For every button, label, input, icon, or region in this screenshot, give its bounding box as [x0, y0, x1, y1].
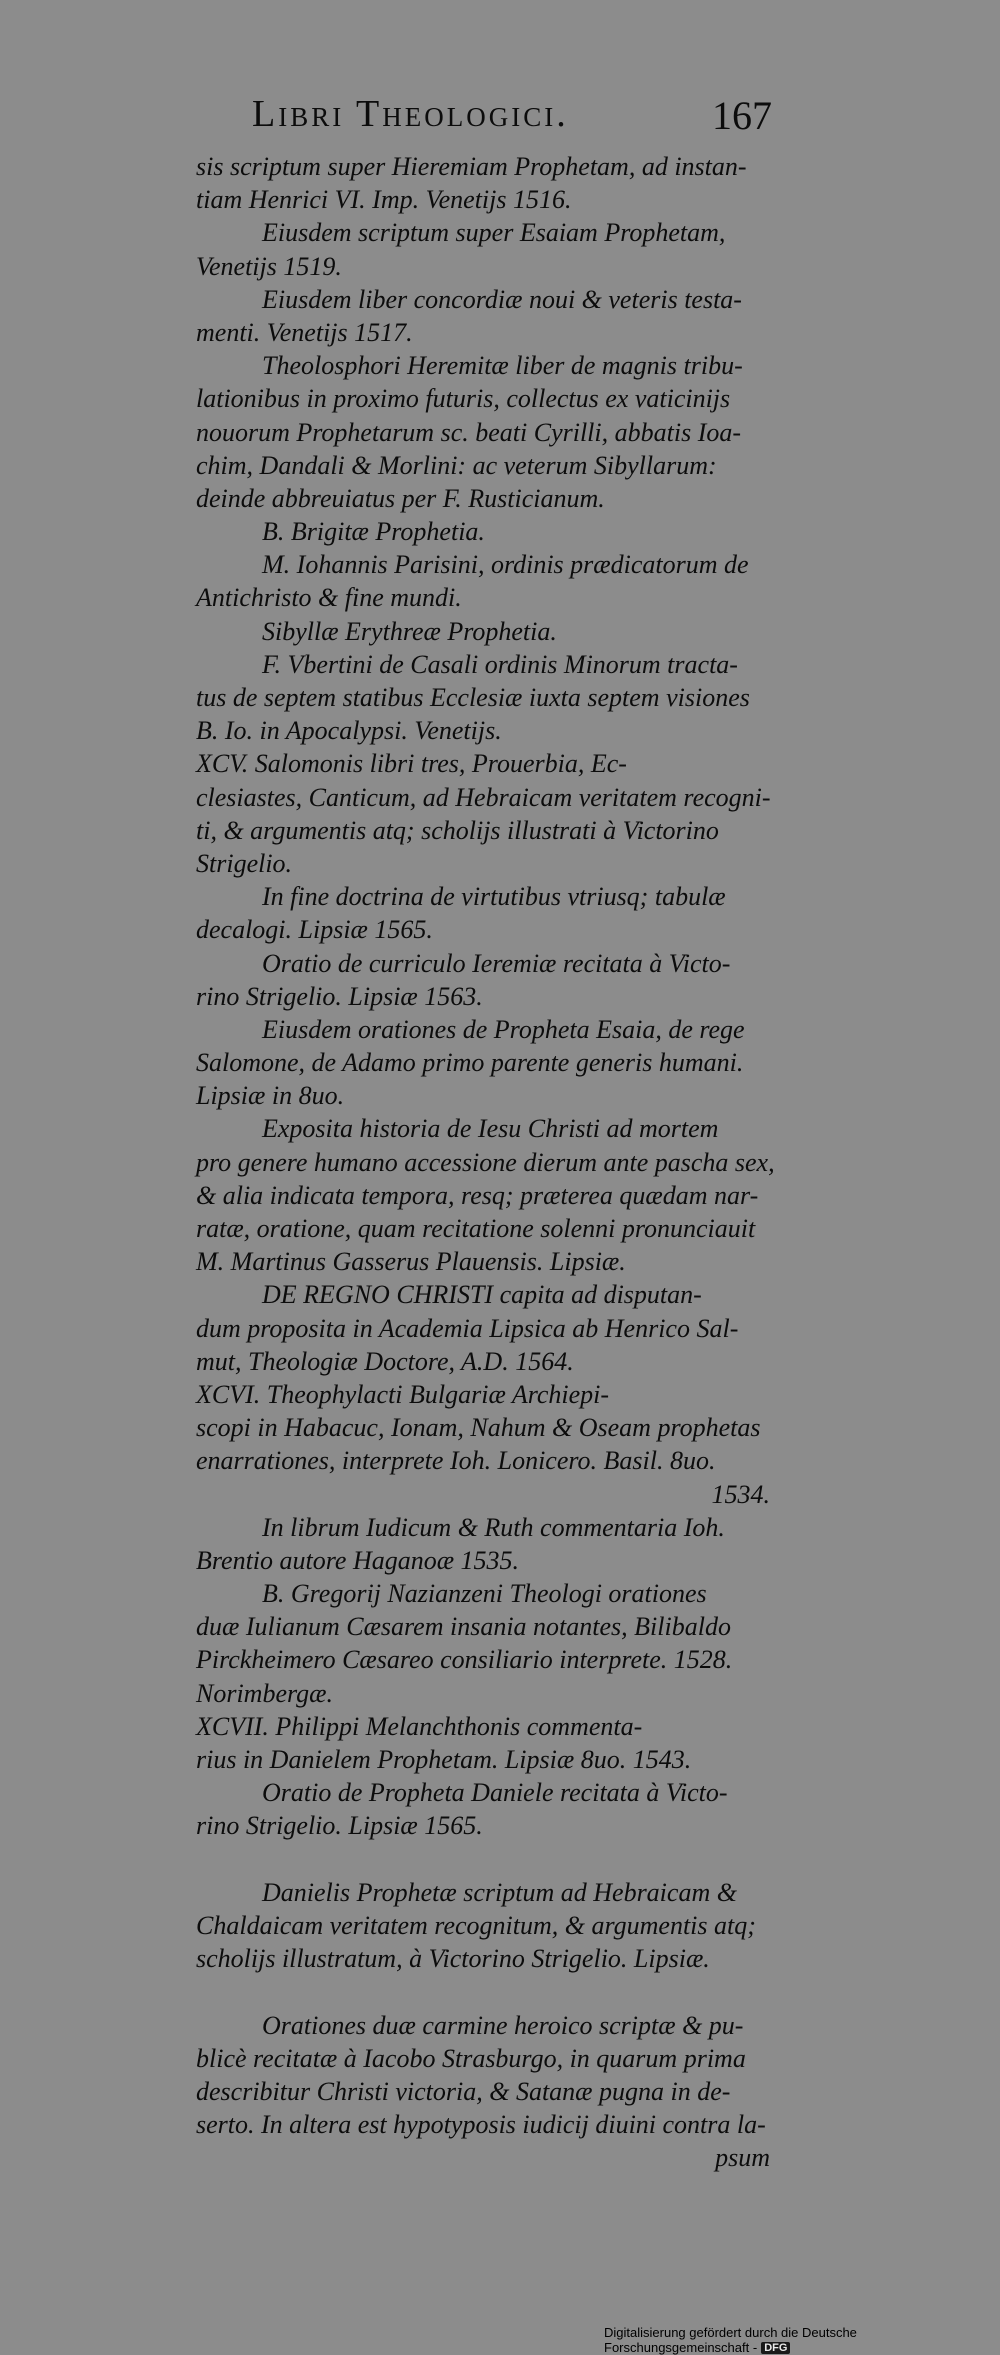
text-line: menti. Venetijs 1517. — [196, 317, 413, 347]
text-line: rino Strigelio. Lipsiæ 1563. — [196, 981, 483, 1011]
dfg-logo: DFG — [761, 2342, 790, 2354]
text-line: blicè recitatæ à Iacobo Strasburgo, in quarum prima — [196, 2043, 746, 2073]
text-line: clesiastes, Canticum, ad Hebraicam veritatem recogni- — [196, 782, 771, 812]
text-line: Chaldaicam veritatem recognitum, & argumentis atq; — [196, 1910, 756, 1940]
text-line: dum proposita in Academia Lipsica ab Henrico Sal- — [196, 1313, 739, 1343]
text-line: psum — [715, 2143, 770, 2173]
text-line: serto. In altera est hypotyposis iudicij diuini contra la- — [196, 2110, 766, 2140]
text-line: Brentio autore Haganoæ 1535. — [196, 1545, 520, 1575]
text-line: B. Gregorij Nazianzeni Theologi orationes — [262, 1579, 707, 1609]
text-line: Sibyllæ Erythreæ Prophetia. — [262, 616, 557, 646]
text-line: Pirckheimero Cæsareo consiliario interprete. 1528. — [196, 1645, 733, 1675]
text-line: chim, Dandali & Morlini: ac veterum Sibyllarum: — [196, 450, 717, 480]
text-line: Eiusdem liber concordiæ noui & veteris testa- — [262, 284, 742, 314]
text-line: Oratio de curriculo Ieremiæ recitata à Victo- — [262, 948, 731, 978]
text-line: nouorum Prophetarum sc. beati Cyrilli, abbatis Ioa- — [196, 417, 742, 447]
text-line: Oratio de Propheta Daniele recitata à Victo- — [262, 1778, 728, 1808]
text-line: Orationes duæ carmine heroico scriptæ & pu- — [262, 2010, 744, 2040]
text-line: Eiusdem scriptum super Esaiam Prophetam, — [262, 218, 726, 248]
text-line: In librum Iudicum & Ruth commentaria Ioh. — [262, 1512, 725, 1542]
text-line: scopi in Habacuc, Ionam, Nahum & Oseam prophetas — [196, 1413, 761, 1443]
text-line: rino Strigelio. Lipsiæ 1565. — [196, 1811, 483, 1841]
text-line — [196, 1843, 786, 1876]
text-line: duæ Iulianum Cæsarem insania notantes, Bilibaldo — [196, 1612, 731, 1642]
text-line — [196, 1975, 786, 2008]
text-line: XCVI. Theophylacti Bulgariæ Archiepi- — [196, 1379, 610, 1409]
text-line: Theolosphori Heremitæ liber de magnis tribu- — [262, 351, 743, 381]
text-line: Venetijs 1519. — [196, 251, 342, 281]
text-line: In fine doctrina de virtutibus vtriusq; tabulæ — [262, 882, 726, 912]
text-line: ti, & argumentis atq; scholijs illustrati à Victorino — [196, 815, 719, 845]
text-line: M. Iohannis Parisini, ordinis prædicatorum de — [262, 550, 749, 580]
text-line: DE REGNO CHRISTI capita ad disputan- — [262, 1280, 702, 1310]
text-line: Danielis Prophetæ scriptum ad Hebraicam & — [262, 1877, 737, 1907]
text-line: F. Vbertini de Casali ordinis Minorum tracta- — [262, 649, 738, 679]
text-line: tiam Henrici VI. Imp. Venetijs 1516. — [196, 185, 572, 215]
text-block — [196, 150, 786, 2174]
text-line: B. Io. in Apocalypsi. Venetijs. — [196, 716, 502, 746]
text-line: XCVII. Philippi Melanchthonis commenta- — [196, 1711, 643, 1741]
text-line: pro genere humano accessione dierum ante pascha sex, — [196, 1147, 775, 1177]
text-line: M. Martinus Gasserus Plauensis. Lipsiæ. — [196, 1247, 626, 1277]
digitization-credit — [604, 2325, 1000, 2355]
text-line: tus de septem statibus Ecclesiæ iuxta septem visiones — [196, 683, 750, 712]
text-line: Lipsiæ in 8uo. — [196, 1081, 345, 1111]
text-line: Norimbergæ. — [196, 1678, 333, 1708]
text-line: ratæ, oratione, quam recitatione solenni pronunciauit — [196, 1214, 756, 1243]
credit-text: Digitalisierung gefördert durch die Deutsche Forschungsgemeinschaft - — [604, 2325, 857, 2355]
text-line: deinde abbreuiatus per F. Rusticianum. — [196, 483, 605, 513]
text-line: Exposita historia de Iesu Christi ad mortem — [262, 1114, 719, 1144]
text-line: rius in Danielem Prophetam. Lipsiæ 8uo. 1543. — [196, 1745, 692, 1774]
text-line: sis scriptum super Hieremiam Prophetam, ad instan- — [196, 152, 747, 181]
text-line: mut, Theologiæ Doctore, A.D. 1564. — [196, 1346, 574, 1376]
text-line: Antichristo & fine mundi. — [196, 583, 462, 613]
text-line: B. Brigitæ Prophetia. — [262, 517, 485, 547]
text-line: & alia indicata tempora, resq; præterea quædam nar- — [196, 1180, 759, 1210]
text-line: decalogi. Lipsiæ 1565. — [196, 915, 433, 945]
running-title: Libri Theologici. — [252, 93, 569, 135]
text-line: lationibus in proximo futuris, collectus ex vaticinijs — [196, 384, 731, 414]
page-number: 167 — [712, 93, 772, 138]
text-line: describitur Christi victoria, & Satanæ pugna in de- — [196, 2076, 731, 2106]
text-line: Salomone, de Adamo primo parente generis humani. — [196, 1048, 744, 1078]
running-header — [0, 92, 1000, 148]
text-line: enarrationes, interprete Ioh. Lonicero. Basil. 8uo. — [196, 1446, 716, 1476]
text-line: Eiusdem orationes de Propheta Esaia, de rege — [262, 1014, 745, 1044]
text-line: scholijs illustratum, à Victorino Strigelio. Lipsiæ. — [196, 1944, 710, 1974]
text-line: 1534. — [711, 1479, 770, 1509]
text-line: Strigelio. — [196, 848, 293, 878]
text-line: XCV. Salomonis libri tres, Prouerbia, Ec- — [196, 749, 627, 779]
